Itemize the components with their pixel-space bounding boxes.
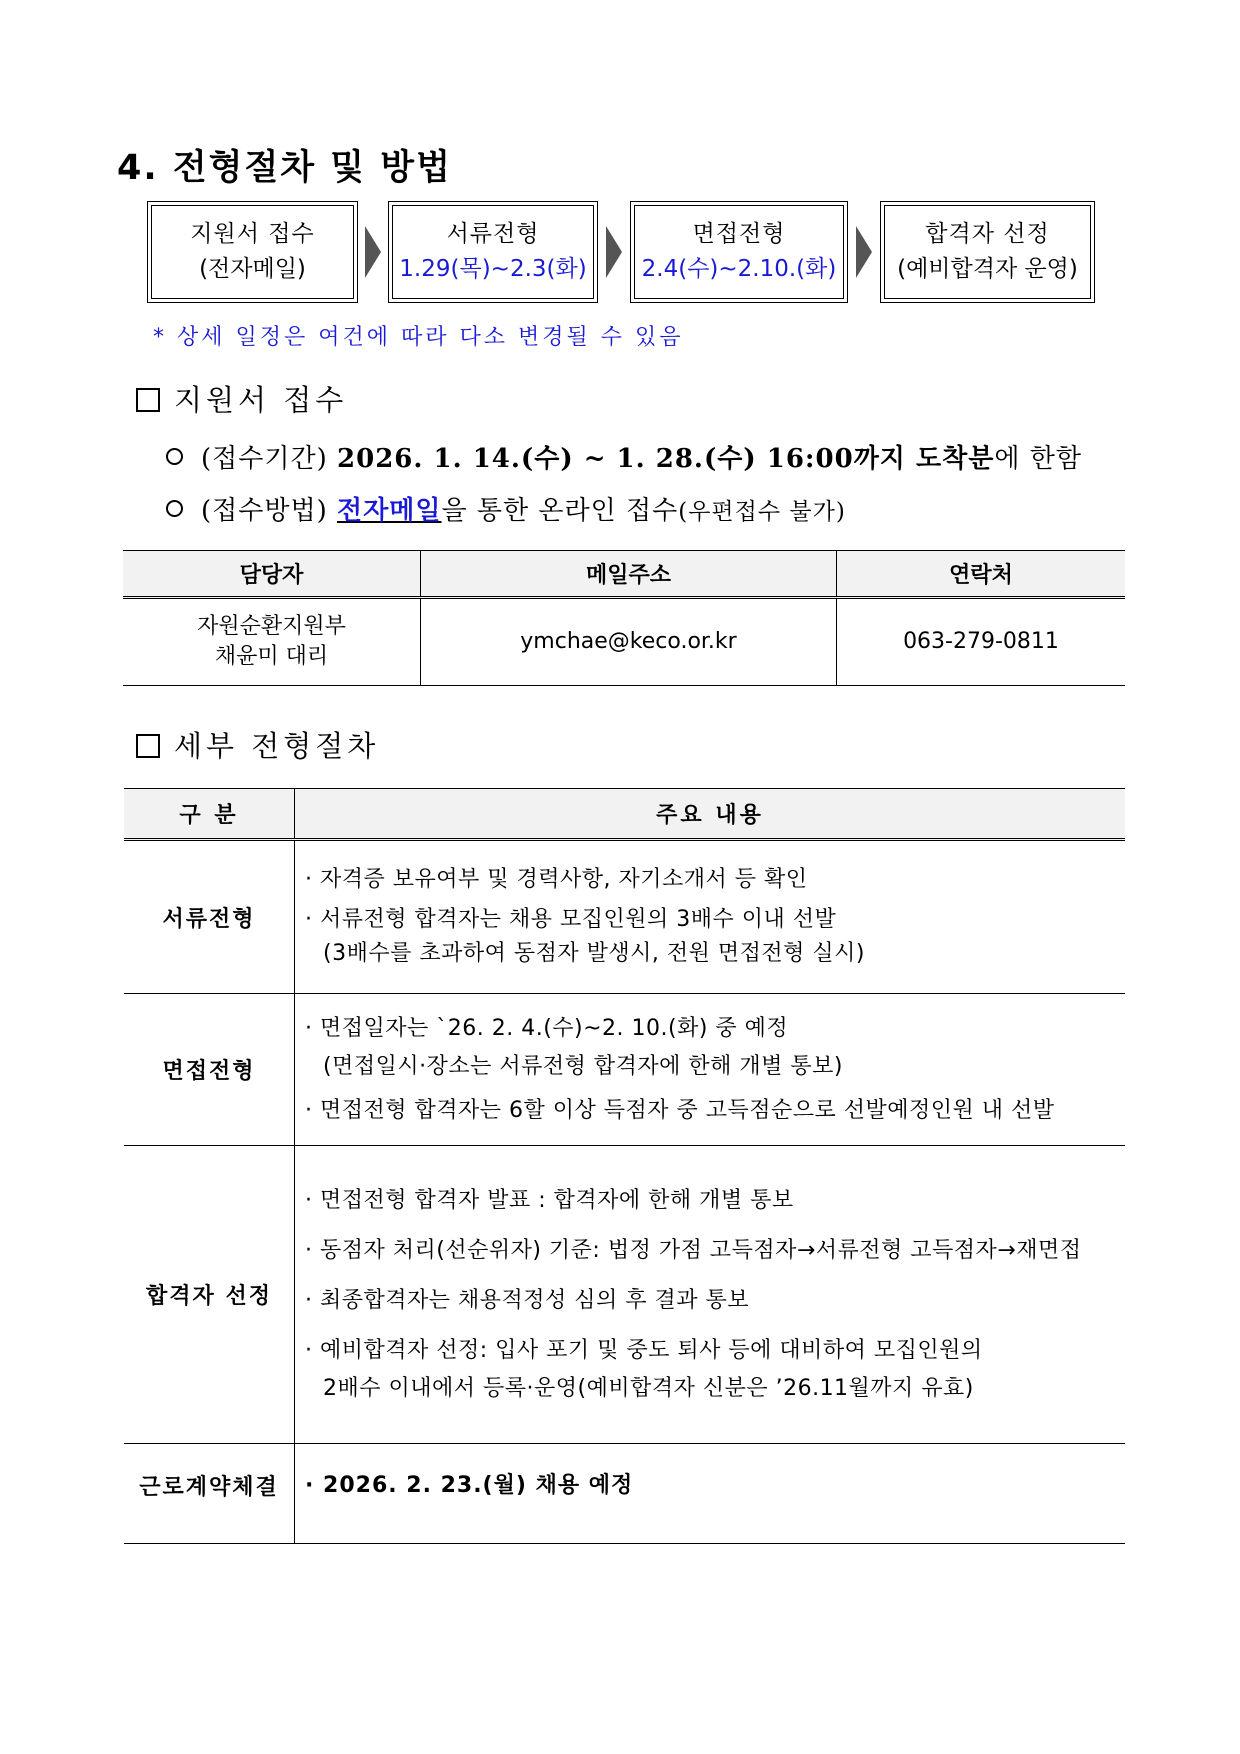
list-item: · 면접일자는 `26. 2. 4.(수)~2. 10.(화) 중 예정	[305, 1015, 789, 1041]
list-item: (면접일시·장소는 서류전형 합격자에 한해 개별 통보)	[323, 1053, 843, 1079]
category-cell: 서류전형	[124, 840, 295, 994]
list-item: · 예비합격자 선정: 입사 포기 및 중도 퇴사 등에 대비하여 모집인원의	[305, 1337, 983, 1363]
list-item: · 면접전형 합격자는 6할 이상 득점자 중 고득점순으로 선발예정인원 내 선발	[305, 1097, 1055, 1123]
method-note: (우편접수 불가)	[678, 499, 846, 525]
application-period-line	[166, 438, 1082, 475]
period-label: (접수기간)	[201, 444, 328, 474]
flow-step-detail: 2.4(수)~2.10.(화)	[641, 256, 837, 282]
contact-table	[123, 550, 1125, 686]
header-category: 구 분	[124, 789, 295, 840]
flow-step-application	[147, 201, 358, 303]
arrow-right-icon	[856, 226, 872, 278]
flow-step-title: 서류전형	[446, 221, 540, 247]
section-title-detail-process: 세부 전형절차	[136, 724, 379, 765]
list-item: · 2026. 2. 23.(월) 채용 예정	[305, 1473, 634, 1498]
flow-step-document-screening	[388, 201, 598, 303]
method-highlight: 전자메일	[337, 496, 442, 526]
flow-step-detail: (전자메일)	[199, 256, 306, 282]
contact-phone: 063-279-0811	[837, 598, 1126, 686]
table-row	[124, 994, 1125, 1146]
header-phone: 연락처	[837, 551, 1126, 598]
contact-email: ymchae@keco.or.kr	[421, 598, 837, 686]
content-cell	[295, 1146, 1126, 1444]
flow-step-detail: (예비합격자 운영)	[897, 256, 1078, 282]
content-cell	[295, 1444, 1126, 1544]
flow-step-detail: 1.29(목)~2.3(화)	[399, 256, 587, 282]
table-row	[124, 1146, 1125, 1444]
flow-step-title: 지원서 접수	[190, 221, 315, 247]
list-item: · 자격증 보유여부 및 경력사항, 자기소개서 등 확인	[305, 867, 808, 892]
circle-bullet-icon	[166, 448, 183, 465]
header-content: 주요 내용	[295, 789, 1126, 840]
list-item: · 최종합격자는 채용적정성 심의 후 결과 통보	[305, 1287, 749, 1313]
arrow-right-icon	[365, 226, 381, 278]
flow-step-title: 합격자 선정	[925, 221, 1050, 247]
checkbox-square-icon	[136, 388, 160, 412]
period-value: 2026. 1. 14.(수) ~ 1. 28.(수) 16:00까지 도착분	[337, 444, 995, 474]
arrow-right-icon	[606, 226, 622, 278]
list-item: · 동점자 처리(선순위자) 기준: 법정 가점 고득점자→서류전형 고득점자→재면접	[305, 1237, 1082, 1263]
list-item: (3배수를 초과하여 동점자 발생시, 전원 면접전형 실시)	[323, 941, 865, 966]
process-table	[124, 788, 1125, 1544]
period-suffix: 에 한함	[994, 444, 1082, 474]
contact-dept: 자원순환지원부	[197, 614, 346, 639]
checkbox-square-icon	[136, 734, 160, 758]
section-heading: 4. 전형절차 및 방법	[117, 148, 452, 188]
list-item: · 서류전형 합격자는 채용 모집인원의 3배수 이내 선발	[305, 907, 837, 932]
table-header-row	[124, 789, 1125, 840]
table-row	[123, 598, 1125, 686]
header-person: 담당자	[123, 551, 421, 598]
section-title-application: 지원서 접수	[136, 378, 347, 419]
flow-step-interview	[630, 201, 848, 303]
flow-step-final-selection	[880, 201, 1095, 303]
application-method-line	[166, 490, 846, 527]
table-header-row	[123, 551, 1125, 598]
header-email: 메일주소	[421, 551, 837, 598]
list-item: 2배수 이내에서 등록·운영(예비합격자 신분은 ’26.11월까지 유효)	[323, 1375, 974, 1401]
table-row	[124, 1444, 1125, 1544]
schedule-note: * 상세 일정은 여건에 따라 다소 변경될 수 있음	[153, 325, 684, 350]
contact-person-cell	[123, 598, 421, 686]
content-cell	[295, 840, 1126, 994]
category-cell: 면접전형	[124, 994, 295, 1146]
flow-step-title: 면접전형	[692, 221, 786, 247]
method-rest: 을 통한 온라인 접수	[441, 496, 679, 526]
category-cell: 근로계약체결	[124, 1444, 295, 1544]
content-cell	[295, 994, 1126, 1146]
table-row	[124, 840, 1125, 994]
method-label: (접수방법)	[201, 496, 328, 526]
contact-name: 채윤미 대리	[214, 644, 329, 669]
circle-bullet-icon	[166, 500, 183, 517]
category-cell: 합격자 선정	[124, 1146, 295, 1444]
list-item: · 면접전형 합격자 발표 : 합격자에 한해 개별 통보	[305, 1187, 794, 1213]
